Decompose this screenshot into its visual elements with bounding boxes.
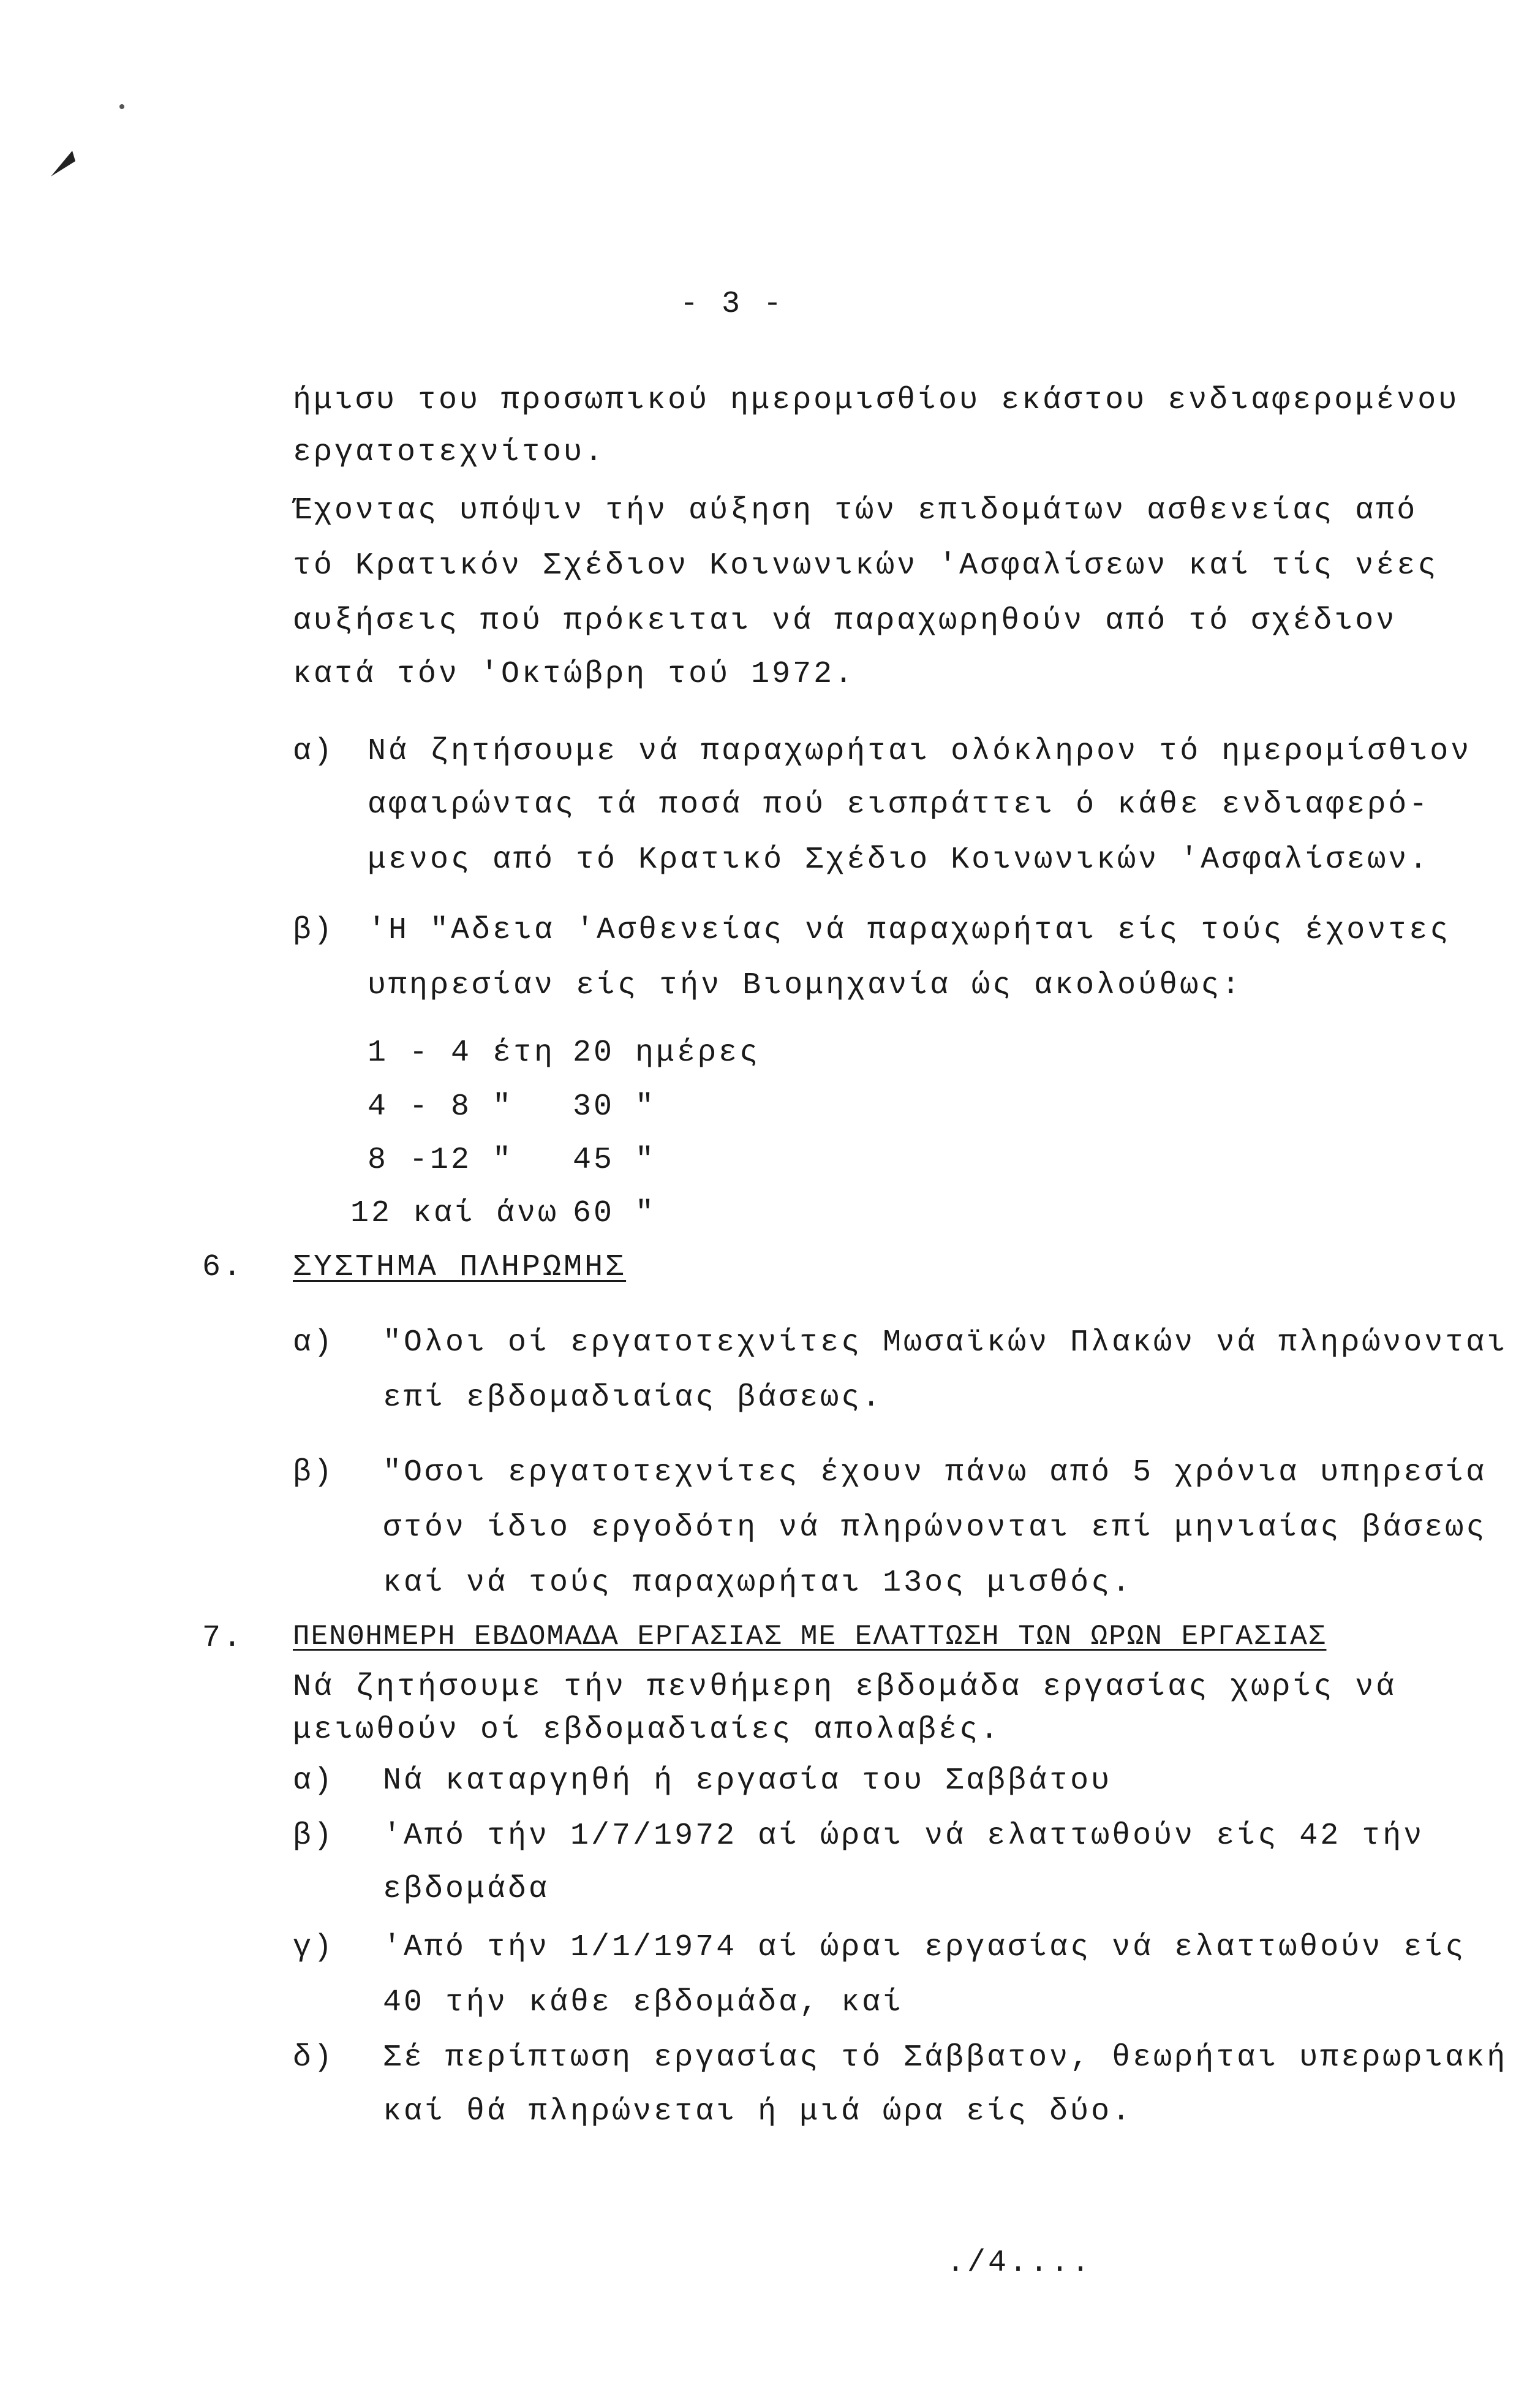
section-7-d-line-2: καί θά πληρώνεται ή μιά ώρα είς δύο. — [383, 2094, 1133, 2129]
item-a-label: α) — [293, 734, 335, 769]
section-7-b-line-1: 'Από τήν 1/7/1972 αί ώραι νά ελαττωθούν είς 42 τήν — [383, 1819, 1425, 1853]
item-a-line-3: μενος από τό Κρατικό Σχέδιο Κοινωνικών 'Ασφαλίσεων. — [368, 842, 1430, 877]
section-7-b-label: β) — [293, 1819, 335, 1853]
section-7-c-line-2: 40 τήν κάθε εβδομάδα, καί — [383, 1985, 904, 2020]
section-7-intro-line-2: μειωθούν οί εβδομαδιαίες απολαβές. — [293, 1713, 1001, 1747]
leave-row-2-days: 30 " — [573, 1089, 657, 1124]
intro-line-4: τό Κρατικόν Σχέδιον Κοινωνικών 'Ασφαλίσεων καί τίς νέες — [293, 548, 1439, 583]
section-6-number: 6. — [202, 1250, 244, 1285]
section-7-d-line-1: Σέ περίπτωση εργασίας τό Σάββατον, θεωρήται υπερωριακή — [383, 2040, 1508, 2075]
section-6-a-label: α) — [293, 1325, 335, 1360]
section-7-b-line-2: εβδομάδα — [383, 1872, 550, 1907]
section-6-title: ΣΥΣΤΗΜΑ ΠΛΗΡΩΜΗΣ — [293, 1250, 627, 1285]
item-b-label: β) — [293, 913, 335, 948]
intro-line-6: κατά τόν 'Οκτώβρη τού 1972. — [293, 657, 856, 692]
section-6-a-line-2: επί εβδομαδιαίας βάσεως. — [383, 1380, 883, 1415]
intro-line-1: ήμισυ του προσωπικού ημερομισθίου εκάστου ενδιαφερομένου — [293, 383, 1460, 418]
page-number: - 3 - — [680, 287, 785, 322]
section-7-number: 7. — [202, 1621, 244, 1656]
item-a-line-1: Νά ζητήσουμε νά παραχωρήται ολόκληρον τό ημερομίσθιον — [368, 734, 1472, 769]
leave-row-4-years: 12 καί άνω — [350, 1196, 559, 1231]
section-7-a-line-1: Νά καταργηθή ή εργασία του Σαββάτου — [383, 1763, 1112, 1798]
leave-row-1-days: 20 ημέρες — [573, 1036, 761, 1070]
leave-row-2-years: 4 - 8 " — [368, 1089, 514, 1124]
section-6-a-line-1: "Ολοι οί εργατοτεχνίτες Μωσαϊκών Πλακών νά πληρώνονται — [383, 1325, 1508, 1360]
item-b-line-1: 'Η "Αδεια 'Ασθενείας νά παραχωρήται είς τούς έχοντες — [368, 913, 1451, 948]
section-6-b-line-3: καί νά τούς παραχωρήται 13ος μισθός. — [383, 1566, 1133, 1600]
intro-line-2: εργατοτεχνίτου. — [293, 435, 606, 470]
leave-row-3-days: 45 " — [573, 1143, 657, 1178]
section-7-c-label: γ) — [293, 1930, 335, 1965]
section-6-b-line-2: στόν ίδιο εργοδότη νά πληρώνονται επί μηνιαίας βάσεως — [383, 1510, 1487, 1545]
scan-mark-arrow — [48, 146, 85, 192]
section-7-d-label: δ) — [293, 2040, 335, 2075]
intro-line-3: Έχοντας υπόψιν τήν αύξηση τών επιδομάτων ασθενείας από — [293, 493, 1418, 528]
item-a-line-2: αφαιρώντας τά ποσά πού εισπράττει ό κάθε ενδιαφερό- — [368, 787, 1430, 822]
leave-row-1-years: 1 - 4 έτη — [368, 1036, 556, 1070]
leave-row-4-days: 60 " — [573, 1196, 657, 1231]
leave-row-3-years: 8 -12 " — [368, 1143, 514, 1178]
scan-mark-dot — [119, 104, 124, 109]
section-6-b-label: β) — [293, 1455, 335, 1490]
section-7-a-label: α) — [293, 1763, 335, 1798]
section-6-b-line-1: "Οσοι εργατοτεχνίτες έχουν πάνω από 5 χρόνια υπηρεσία — [383, 1455, 1487, 1490]
continuation-marker: ./4.... — [946, 2246, 1093, 2281]
section-7-c-line-1: 'Από τήν 1/1/1974 αί ώραι εργασίας νά ελαττωθούν είς — [383, 1930, 1466, 1965]
section-7-intro-line-1: Νά ζητήσουμε τήν πενθήμερη εβδομάδα εργασίας χωρίς νά — [293, 1670, 1397, 1705]
section-7-title: ΠΕΝΘΗΜΕΡΗ ΕΒΔΟΜΑΔΑ ΕΡΓΑΣΙΑΣ ΜΕ ΕΛΑΤΤΩΣΗ ΤΩΝ ΩΡΩΝ ΕΡΓΑΣΙΑΣ — [293, 1621, 1327, 1653]
item-b-line-2: υπηρεσίαν είς τήν Βιομηχανία ώς ακολούθως: — [368, 968, 1243, 1003]
intro-line-5: αυξήσεις πού πρόκειται νά παραχωρηθούν από τό σχέδιον — [293, 604, 1397, 638]
